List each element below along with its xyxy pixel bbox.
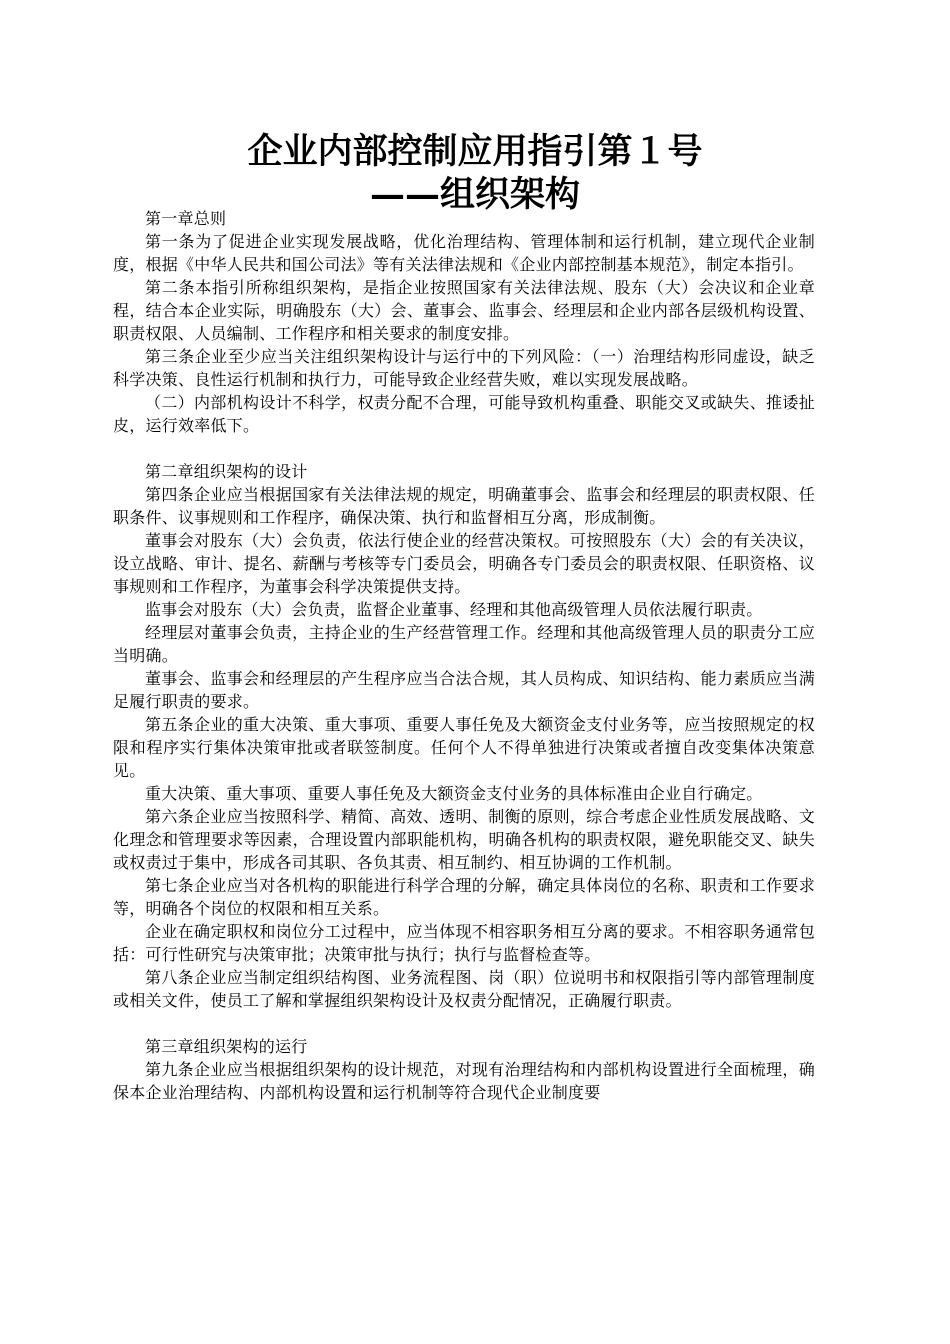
paragraph: 企业在确定职权和岗位分工过程中，应当体现不相容职务相互分离的要求。不相容职务通常包括：可行性研究与决策审批；决策审批与执行；执行与监督检查等。 — [113, 922, 815, 964]
paragraph: 第六条企业应当按照科学、精简、高效、透明、制衡的原则，综合考虑企业性质发展战略、文化理念和管理要求等因素，合理设置内部职能机构，明确各机构的职责权限，避免职能交叉、缺失或权责过于集中，形成各司其职、各负其责、相互制约、相互协调的工作机制。 — [113, 807, 815, 872]
paragraph: 经理层对董事会负责，主持企业的生产经营管理工作。经理和其他高级管理人员的职责分工应当明确。 — [113, 623, 815, 665]
paragraph: 重大决策、重大事项、重要人事任免及大额资金支付业务的具体标准由企业自行确定。 — [145, 784, 763, 803]
paragraph: （二）内部机构设计不科学，权责分配不合理，可能导致机构重叠、职能交叉或缺失、推诿扯皮，运行效率低下。 — [113, 393, 815, 435]
paragraph: 第三条企业至少应当关注组织架构设计与运行中的下列风险：（一）治理结构形同虚设，缺乏科学决策、良性运行机制和执行力，可能导致企业经营失败，难以实现发展战略。 — [113, 347, 815, 389]
paragraph: 第九条企业应当根据组织架构的设计规范，对现有治理结构和内部机构设置进行全面梳理，确保本企业治理结构、内部机构设置和运行机制等符合现代企业制度要 — [113, 1060, 815, 1102]
paragraph: 第一条为了促进企业实现发展战略，优化治理结构、管理体制和运行机制，建立现代企业制度，根据《中华人民共和国公司法》等有关法律法规和《企业内部控制基本规范》，制定本指引。 — [113, 232, 815, 274]
chapter-heading: 第三章组织架构的运行 — [145, 1037, 308, 1056]
paragraph: 董事会对股东（大）会负责，依法行使企业的经营决策权。可按照股东（大）会的有关决议，设立战略、审计、提名、薪酬与考核等专门委员会，明确各专门委员会的职责权限、任职资格、议事规则和工作程序，为董事会科学决策提供支持。 — [113, 531, 815, 596]
chapter-heading: 第一章总则 — [145, 209, 227, 228]
document-title-line-1: 企业内部控制应用指引第１号 — [247, 131, 703, 172]
paragraph: 第四条企业应当根据国家有关法律法规的规定，明确董事会、监事会和经理层的职责权限、任职条件、议事规则和工作程序，确保决策、执行和监督相互分离，形成制衡。 — [113, 485, 815, 527]
section-gap — [113, 1012, 815, 1035]
paragraph: 董事会、监事会和经理层的产生程序应当合法合规，其人员构成、知识结构、能力素质应当满足履行职责的要求。 — [113, 669, 815, 711]
chapter-heading: 第二章组织架构的设计 — [145, 462, 308, 481]
paragraph: 第二条本指引所称组织架构，是指企业按照国家有关法律法规、股东（大）会决议和企业章程，结合本企业实际，明确股东（大）会、董事会、监事会、经理层和企业内部各层级机构设置、职责权限、人员编制、工作程序和相关要求的制度安排。 — [113, 278, 815, 343]
paragraph: 第七条企业应当对各机构的职能进行科学合理的分解，确定具体岗位的名称、职责和工作要求等，明确各个岗位的权限和相互关系。 — [113, 876, 815, 918]
document-title-line-2: ——组织架构 — [369, 174, 580, 215]
section-gap — [113, 437, 815, 460]
paragraph: 第五条企业的重大决策、重大事项、重要人事任免及大额资金支付业务等，应当按照规定的权限和程序实行集体决策审批或者联签制度。任何个人不得单独进行决策或者擅自改变集体决策意见。 — [113, 715, 815, 780]
paragraph: 监事会对股东（大）会负责，监督企业董事、经理和其他高级管理人员依法履行职责。 — [145, 600, 763, 619]
document-body — [113, 207, 815, 1104]
paragraph: 第八条企业应当制定组织结构图、业务流程图、岗（职）位说明书和权限指引等内部管理制度或相关文件，使员工了解和掌握组织架构设计及权责分配情况，正确履行职责。 — [113, 968, 815, 1010]
